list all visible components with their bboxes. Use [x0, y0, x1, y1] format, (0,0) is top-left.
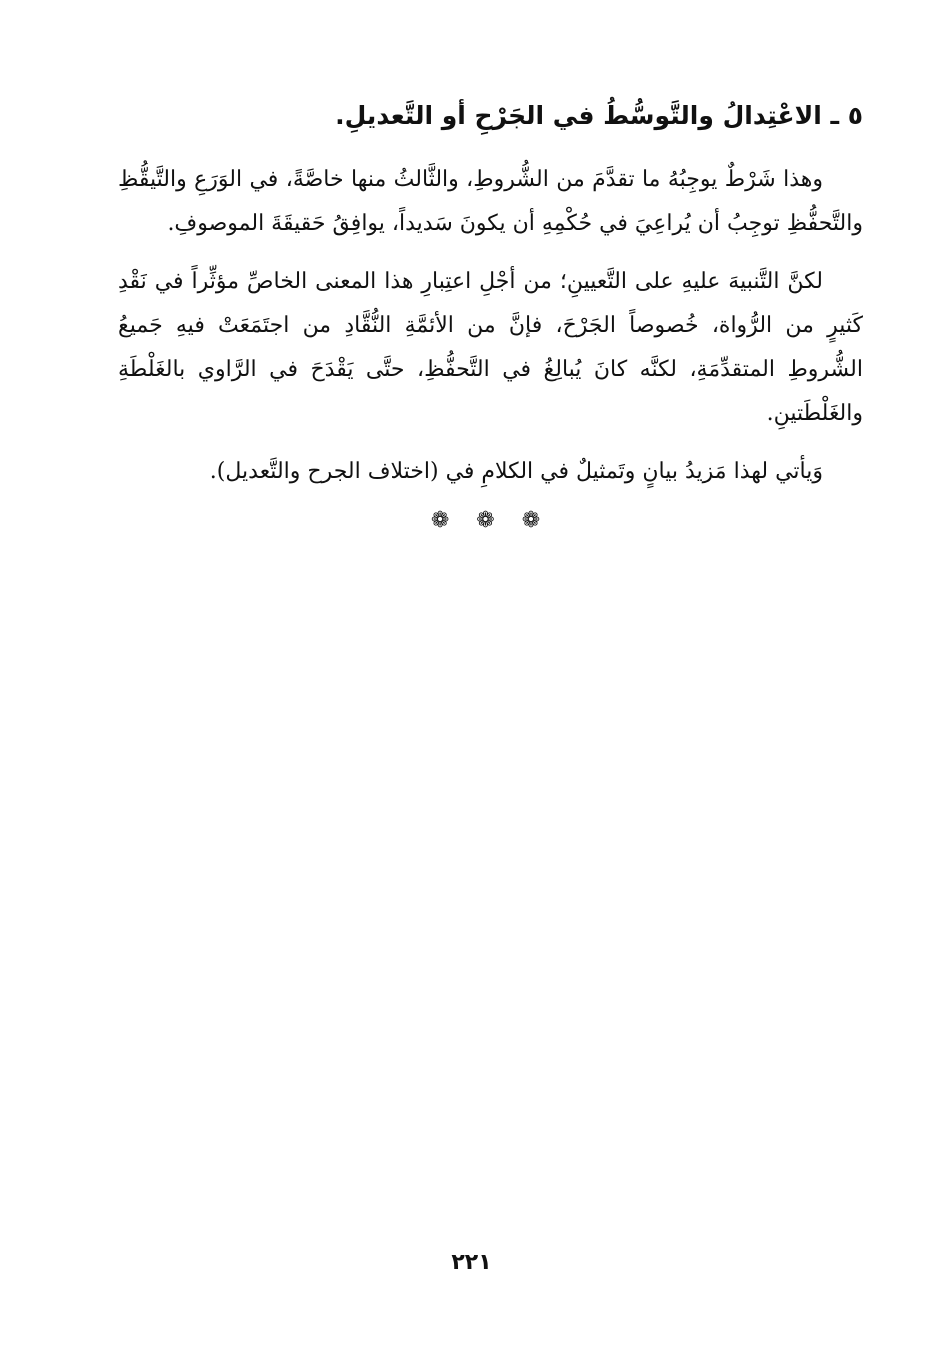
- page-number: ٢٢١: [451, 1250, 492, 1275]
- flower-ornament-icon: ❁: [430, 508, 460, 533]
- section-heading: ٥ ـ الاعْتِدالُ والتَّوسُّطُ في الجَرْحِ أو التَّعديلِ.: [335, 101, 863, 130]
- section-divider: [118, 508, 863, 533]
- paragraph-2: لكنَّ التَّنبيهَ عليهِ على التَّعيينِ؛ من أجْلِ اعتِبارِ هذا المعنى الخاصِّ مؤثِّراً في نَقْدِ كَثيرٍ من الرُّواة، خُصوصاً الجَرْحَ، فإنَّ من الأئمَّةِ النُّقَّادِ من اجتَمَعَتْ فيهِ جَميعُ الشُّروطِ المتقدِّمَةِ، لكنَّه كانَ يُبالِغُ في التَّحفُّظِ، حتَّى يَقْدَحَ في الرَّاوي بالغَلْطَةِ والغَلْطَتينِ.: [118, 269, 863, 426]
- page-body: [118, 92, 863, 533]
- flower-ornament-icon: ❁: [521, 508, 551, 533]
- flower-ornament-icon: ❁: [476, 508, 505, 533]
- paragraph-1: وهذا شَرْطٌ يوجِبُهُ ما تقدَّمَ من الشُّروطِ، والثَّالثُ منها خاصَّةً، في الوَرَعِ والتَّيقُّظِ والتَّحفُّظِ توجِبُ أن يُراعِيَ في حُكْمِهِ أن يكونَ سَديداً، يوافِقُ حَقيقَةَ الموصوفِ.: [118, 167, 863, 236]
- paragraph-3: وَيأتي لهذا مَزيدُ بيانٍ وتَمثيلٌ في الكلامِ في (اختلاف الجرح والتَّعديل).: [209, 459, 823, 484]
